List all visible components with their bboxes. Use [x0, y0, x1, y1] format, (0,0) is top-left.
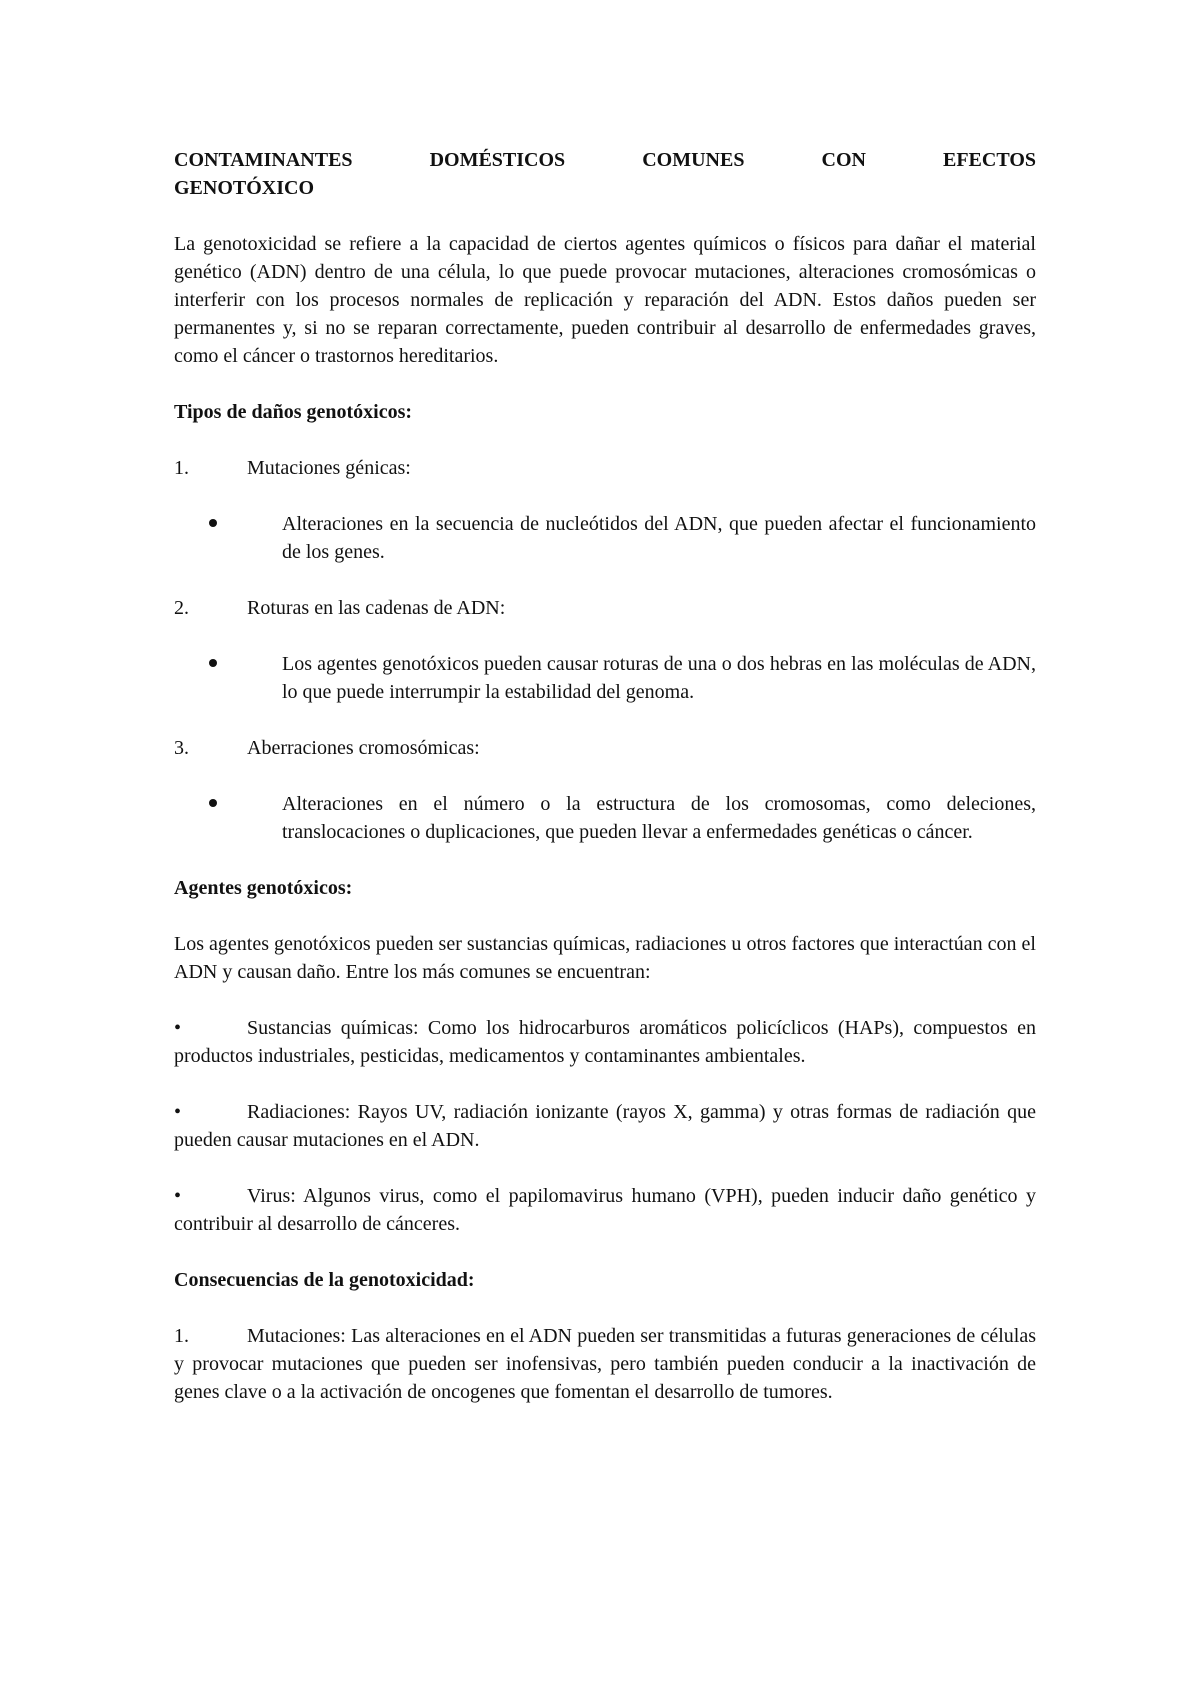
bullet-text: Alteraciones en el número o la estructura de los cromosomas, como deleciones, translocaciones o duplicaciones, que pueden llevar a enfermedades genéticas o cáncer. [282, 793, 1036, 843]
bullet-marker: • [174, 1017, 182, 1039]
agent-list-item [174, 1182, 1036, 1238]
section-heading-tipos: Tipos de daños genotóxicos: [174, 401, 413, 423]
bullet-text: Los agentes genotóxicos pueden causar roturas de una o dos hebras en las moléculas de ADN, lo que puede interrumpir la estabilidad del genoma. [282, 653, 1036, 703]
item-label: Aberraciones cromosómicas: [247, 737, 480, 759]
numbered-item [174, 594, 1036, 622]
bullet-text: Alteraciones en la secuencia de nucleótidos del ADN, que pueden afectar el funcionamiento de los genes. [282, 513, 1036, 563]
consequence-item [174, 1322, 1036, 1406]
item-label: Mutaciones génicas: [247, 457, 411, 479]
agent-list-item [174, 1098, 1036, 1154]
item-number: 1. [174, 1325, 189, 1347]
bullet-item [174, 790, 1036, 846]
agent-text: Virus: Algunos virus, como el papilomavirus humano (VPH), pueden inducir daño genético y contribuir al desarrollo de cánceres. [174, 1185, 1036, 1235]
consequence-text: Mutaciones: Las alteraciones en el ADN pueden ser transmitidas a futuras generaciones de células y provocar mutaciones que pueden ser inofensivas, pero también pueden conducir a la inactivación de genes clave o a la activación de oncogenes que fomentan el desarrollo de tumores. [174, 1325, 1036, 1403]
item-number: 1. [174, 457, 189, 479]
bullet-icon [174, 790, 282, 846]
bullet-item [174, 650, 1036, 706]
intro-paragraph: La genotoxicidad se refiere a la capacidad de ciertos agentes químicos o físicos para dañar el material genético (ADN) dentro de una célula, lo que puede provocar mutaciones, alteraciones cromosómicas o interferir con los procesos normales de replicación y reparación del ADN. Estos daños pueden ser permanentes y, si no se reparan correctamente, pueden contribuir al desarrollo de enfermedades graves, como el cáncer o trastornos hereditarios. [174, 233, 1036, 367]
bullet-icon [174, 650, 282, 706]
bullet-icon [174, 510, 282, 566]
document-title-line-2: GENOTÓXICO [174, 177, 315, 199]
item-label: Roturas en las cadenas de ADN: [247, 597, 506, 619]
document-page [174, 146, 1036, 1434]
agent-list-item [174, 1014, 1036, 1070]
item-number: 2. [174, 597, 189, 619]
agent-text: Radiaciones: Rayos UV, radiación ionizante (rayos X, gamma) y otras formas de radiación que pueden causar mutaciones en el ADN. [174, 1101, 1036, 1151]
agentes-intro-paragraph: Los agentes genotóxicos pueden ser sustancias químicas, radiaciones u otros factores que interactúan con el ADN y causan daño. Entre los más comunes se encuentran: [174, 933, 1036, 983]
agent-text: Sustancias químicas: Como los hidrocarburos aromáticos policíclicos (HAPs), compuestos en productos industriales, pesticidas, medicamentos y contaminantes ambientales. [174, 1017, 1036, 1067]
section-heading-consecuencias: Consecuencias de la genotoxicidad: [174, 1269, 475, 1291]
bullet-marker: • [174, 1185, 182, 1207]
section-heading-agentes: Agentes genotóxicos: [174, 877, 353, 899]
bullet-marker: • [174, 1101, 182, 1123]
numbered-item [174, 734, 1036, 762]
bullet-item [174, 510, 1036, 566]
document-title-line-1: CONTAMINANTES DOMÉSTICOS COMUNES CON EFECTOS [174, 149, 1036, 171]
item-number: 3. [174, 737, 189, 759]
numbered-item [174, 454, 1036, 482]
